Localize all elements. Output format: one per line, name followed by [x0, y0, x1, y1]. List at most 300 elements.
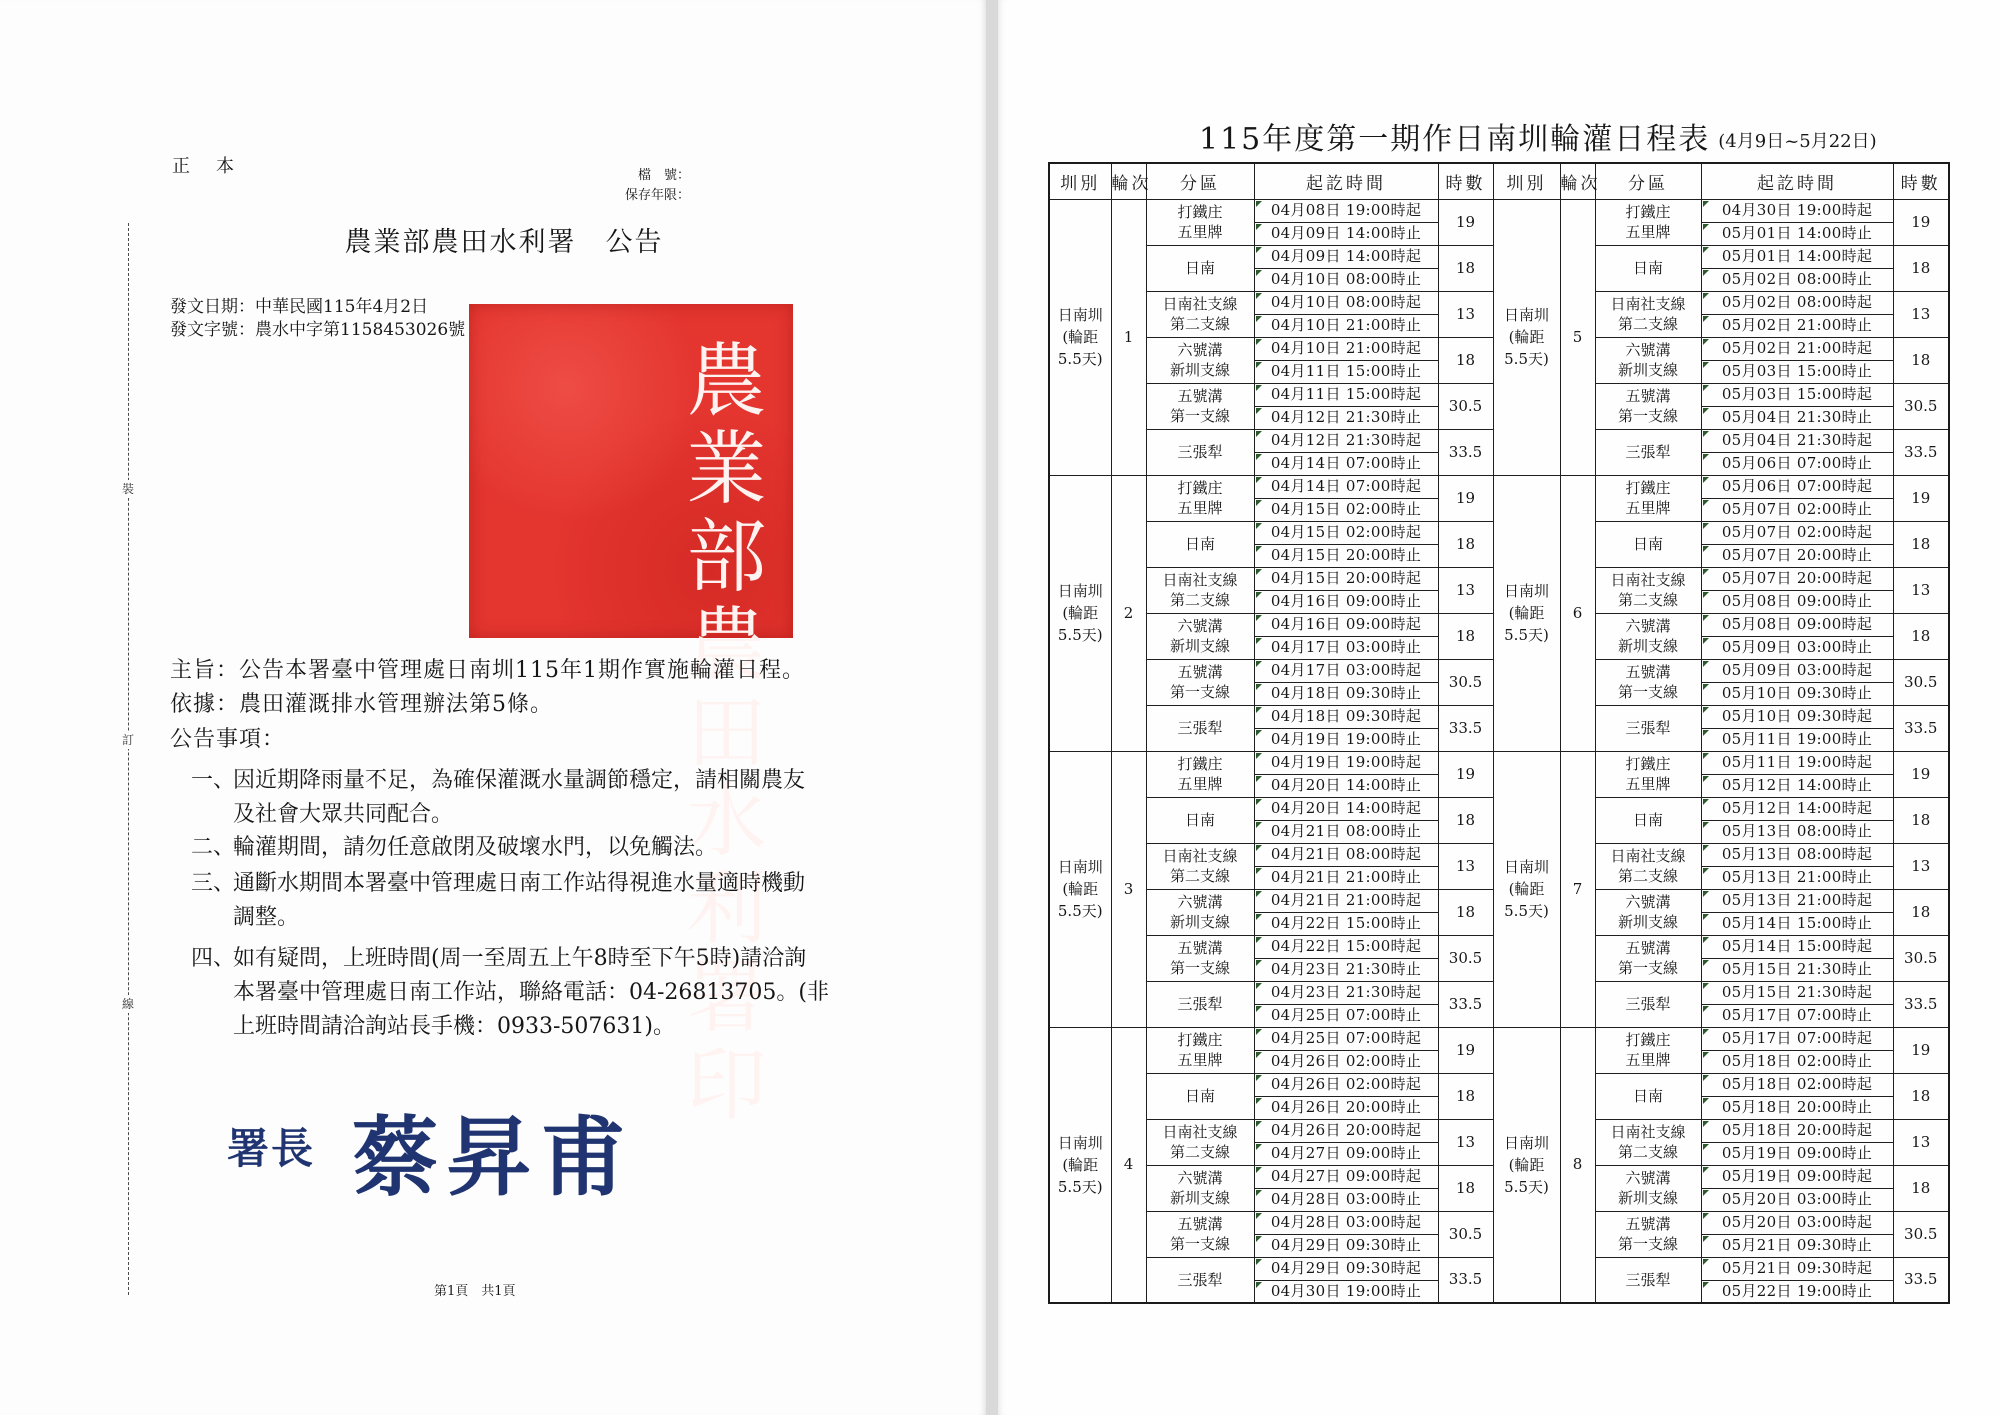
round-cell: 8 [1560, 1027, 1595, 1303]
time-end-cell: 05月15日 21:30時止 [1701, 958, 1893, 981]
time-start-cell: 05月13日 08:00時起 [1701, 843, 1893, 866]
hours-cell: 18 [1893, 1073, 1949, 1119]
zone-label: 第一支線 [1617, 407, 1678, 425]
zone-label: 三張犁 [1625, 995, 1671, 1013]
time-start-cell: 05月19日 09:00時起 [1701, 1165, 1893, 1188]
hours-cell: 19 [1893, 199, 1949, 245]
zone-cell [1146, 475, 1254, 521]
zone-label: 第一支線 [1617, 959, 1678, 977]
canal-label: 5.5天) [1504, 1177, 1549, 1196]
zone-cell [1146, 521, 1254, 567]
zone-cell [1595, 1211, 1701, 1257]
hours-cell: 19 [1893, 751, 1949, 797]
round-cell: 3 [1111, 751, 1146, 1027]
time-end-cell: 04月26日 02:00時止 [1254, 1050, 1438, 1073]
time-start-cell: 05月04日 21:30時起 [1701, 429, 1893, 452]
time-start-cell: 04月09日 14:00時起 [1254, 245, 1438, 268]
zone-label: 日南社支線 [1610, 571, 1686, 589]
zone-cell [1146, 337, 1254, 383]
zone-label: 新圳支線 [1169, 1189, 1230, 1207]
time-start-cell: 04月25日 07:00時起 [1254, 1027, 1438, 1050]
zone-cell [1595, 429, 1701, 475]
zone-label: 五號溝 [1625, 387, 1671, 405]
time-start-cell: 04月10日 21:00時起 [1254, 337, 1438, 360]
time-start-cell: 04月22日 15:00時起 [1254, 935, 1438, 958]
time-start-cell: 05月12日 14:00時起 [1701, 797, 1893, 820]
zone-label: 新圳支線 [1617, 361, 1678, 379]
time-start-cell: 04月11日 15:00時起 [1254, 383, 1438, 406]
file-number-label: 檔 號： [637, 168, 690, 183]
zone-label: 五里牌 [1625, 223, 1671, 241]
item-text: 通斷水期間本署臺中管理處日南工作站得視進水量適時機動 [233, 871, 806, 896]
hours-cell: 18 [1438, 889, 1493, 935]
time-start-cell: 05月18日 20:00時起 [1701, 1119, 1893, 1142]
zone-label: 打鐵庄 [1177, 203, 1223, 221]
time-end-cell: 05月11日 19:00時止 [1701, 728, 1893, 751]
zone-label: 六號溝 [1177, 341, 1223, 359]
round-cell: 1 [1111, 199, 1146, 475]
canal-label: (輪距 [1508, 880, 1545, 898]
zone-label: 五里牌 [1625, 1051, 1671, 1069]
zone-cell [1595, 291, 1701, 337]
time-end-cell: 04月17日 03:00時止 [1254, 636, 1438, 659]
hours-cell: 18 [1893, 337, 1949, 383]
schedule-line [1049, 1027, 1949, 1050]
zone-label: 日南 [1184, 535, 1215, 553]
time-start-cell: 04月26日 20:00時起 [1254, 1119, 1438, 1142]
time-end-cell: 04月15日 02:00時止 [1254, 498, 1438, 521]
hours-cell: 19 [1438, 751, 1493, 797]
hours-cell: 18 [1893, 1165, 1949, 1211]
zone-label: 日南 [1184, 259, 1215, 277]
time-end-cell: 04月19日 19:00時止 [1254, 728, 1438, 751]
time-end-cell: 05月03日 15:00時止 [1701, 360, 1893, 383]
time-end-cell: 04月27日 09:00時止 [1254, 1142, 1438, 1165]
time-start-cell: 05月07日 02:00時起 [1701, 521, 1893, 544]
canal-label: 日南圳 [1057, 582, 1103, 600]
document-number: 發文字號：農水中字第1158453026號 [170, 320, 466, 340]
basis-line: 依據：農田灌溉排水管理辦法第5條。 [170, 692, 553, 717]
time-end-cell: 04月29日 09:30時止 [1254, 1234, 1438, 1257]
time-start-cell: 04月12日 21:30時起 [1254, 429, 1438, 452]
zone-label: 打鐵庄 [1625, 479, 1671, 497]
time-end-cell: 05月13日 21:00時止 [1701, 866, 1893, 889]
zone-label: 日南 [1184, 1087, 1215, 1105]
page-footer: 第1頁 共1頁 [434, 1284, 516, 1299]
item-text: 上班時間請洽詢站長手機：0933-507631)。 [233, 1014, 675, 1039]
hours-cell: 33.5 [1893, 981, 1949, 1027]
zone-cell [1595, 383, 1701, 429]
hours-cell: 13 [1893, 1119, 1949, 1165]
item-text: 因近期降雨量不足，為確保灌溉水量調節穩定，請相關農友 [233, 768, 806, 793]
item-text: 本署臺中管理處日南工作站，聯絡電話：04-26813705。(非 [233, 980, 829, 1005]
zone-label: 第二支線 [1617, 591, 1678, 609]
schedule-title-text: 115年度第一期作日南圳輪灌日程表 [1199, 122, 1711, 157]
schedule-title [1199, 114, 1877, 158]
canal-cell [1049, 751, 1111, 1027]
time-start-cell: 04月27日 09:00時起 [1254, 1165, 1438, 1188]
zone-label: 五號溝 [1625, 939, 1671, 957]
time-start-cell: 04月16日 09:00時起 [1254, 613, 1438, 636]
time-end-cell: 04月22日 15:00時止 [1254, 912, 1438, 935]
time-start-cell: 05月20日 03:00時起 [1701, 1211, 1893, 1234]
time-start-cell: 05月01日 14:00時起 [1701, 245, 1893, 268]
header-period: 起訖時間 [1701, 163, 1893, 199]
item-text: 輪灌期間，請勿任意啟閉及破壞水門，以免觸法。 [233, 835, 718, 860]
zone-label: 第一支線 [1169, 1235, 1230, 1253]
zone-label: 第二支線 [1617, 867, 1678, 885]
time-end-cell: 05月08日 09:00時止 [1701, 590, 1893, 613]
hours-cell: 13 [1893, 567, 1949, 613]
header-zone: 分區 [1595, 163, 1701, 199]
zone-cell [1595, 337, 1701, 383]
canal-label: (輪距 [1062, 604, 1099, 622]
zone-cell [1595, 751, 1701, 797]
time-start-cell: 04月15日 20:00時起 [1254, 567, 1438, 590]
hours-cell: 30.5 [1438, 383, 1493, 429]
time-end-cell: 04月10日 21:00時止 [1254, 314, 1438, 337]
retention-period-label: 保存年限： [624, 188, 690, 203]
zone-label: 第一支線 [1617, 683, 1678, 701]
canal-label: 5.5天) [1057, 350, 1103, 368]
zone-label: 第二支線 [1169, 1143, 1230, 1161]
zone-cell [1595, 705, 1701, 751]
binding-mark: 裝 [119, 480, 137, 498]
notice-item [191, 764, 805, 832]
zone-cell [1595, 199, 1701, 245]
zone-cell [1595, 1257, 1701, 1303]
canal-label: 5.5天) [1057, 626, 1103, 644]
notice-item [191, 942, 829, 1044]
zone-label: 三張犁 [1625, 1270, 1671, 1289]
time-end-cell: 04月23日 21:30時止 [1254, 958, 1438, 981]
zone-label: 六號溝 [1177, 893, 1223, 911]
zone-cell [1146, 567, 1254, 613]
hours-cell: 19 [1438, 199, 1493, 245]
hours-cell: 18 [1893, 613, 1949, 659]
schedule-page [998, 0, 2000, 1415]
zone-label: 日南社支線 [1610, 1123, 1686, 1141]
zone-label: 五號溝 [1625, 1215, 1671, 1233]
hours-cell: 18 [1438, 337, 1493, 383]
item-number: 二、 [191, 835, 236, 860]
hours-cell: 13 [1438, 843, 1493, 889]
time-end-cell: 04月16日 09:00時止 [1254, 590, 1438, 613]
hours-cell: 18 [1893, 245, 1949, 291]
time-start-cell: 05月06日 07:00時起 [1701, 475, 1893, 498]
zone-label: 三張犁 [1625, 719, 1671, 737]
zone-cell [1595, 245, 1701, 291]
zone-label: 日南社支線 [1610, 295, 1686, 313]
item-number: 三、 [191, 871, 236, 896]
canal-label: 日南圳 [1057, 1133, 1103, 1152]
zone-label: 第一支線 [1617, 1235, 1678, 1253]
zone-cell [1146, 659, 1254, 705]
canal-label: 5.5天) [1504, 350, 1549, 368]
hours-cell: 30.5 [1893, 1211, 1949, 1257]
zone-label: 第二支線 [1617, 315, 1678, 333]
zone-label: 三張犁 [1177, 443, 1223, 461]
header-period: 起訖時間 [1254, 163, 1438, 199]
zone-label: 五里牌 [1625, 775, 1671, 793]
zone-cell [1595, 889, 1701, 935]
hours-cell: 18 [1893, 797, 1949, 843]
hours-cell: 13 [1893, 291, 1949, 337]
hours-cell: 30.5 [1438, 659, 1493, 705]
zone-label: 第一支線 [1169, 683, 1230, 701]
time-start-cell: 05月13日 21:00時起 [1701, 889, 1893, 912]
hours-cell: 30.5 [1438, 1211, 1493, 1257]
zone-label: 打鐵庄 [1177, 755, 1223, 773]
time-start-cell: 04月14日 07:00時起 [1254, 475, 1438, 498]
time-start-cell: 05月09日 03:00時起 [1701, 659, 1893, 682]
zone-label: 六號溝 [1177, 617, 1223, 635]
zone-cell [1146, 291, 1254, 337]
time-end-cell: 04月26日 20:00時止 [1254, 1096, 1438, 1119]
hours-cell: 33.5 [1893, 1257, 1949, 1303]
time-end-cell: 04月20日 14:00時止 [1254, 774, 1438, 797]
zone-cell [1595, 935, 1701, 981]
time-end-cell: 05月17日 07:00時止 [1701, 1004, 1893, 1027]
time-end-cell: 04月25日 07:00時止 [1254, 1004, 1438, 1027]
zone-label: 五號溝 [1177, 939, 1223, 957]
hours-cell: 13 [1438, 291, 1493, 337]
time-start-cell: 04月28日 03:00時起 [1254, 1211, 1438, 1234]
zone-label: 五號溝 [1177, 387, 1223, 405]
binding-mark: 訂 [119, 731, 137, 749]
header-canal: 圳別 [1493, 163, 1560, 199]
canal-label: 日南圳 [1057, 306, 1103, 324]
time-start-cell: 04月30日 19:00時起 [1701, 199, 1893, 222]
hours-cell: 18 [1438, 245, 1493, 291]
zone-label: 打鐵庄 [1177, 1031, 1223, 1049]
zone-label: 六號溝 [1625, 893, 1671, 911]
notice-item [191, 867, 805, 935]
zone-cell [1146, 935, 1254, 981]
time-end-cell: 04月12日 21:30時止 [1254, 406, 1438, 429]
time-start-cell: 05月02日 08:00時起 [1701, 291, 1893, 314]
item-number: 四、 [191, 946, 236, 971]
time-end-cell: 04月14日 07:00時止 [1254, 452, 1438, 475]
time-end-cell: 04月09日 14:00時止 [1254, 222, 1438, 245]
hours-cell: 30.5 [1893, 659, 1949, 705]
time-start-cell: 05月11日 19:00時起 [1701, 751, 1893, 774]
canal-label: 日南圳 [1057, 858, 1103, 876]
items-heading: 公告事項： [170, 727, 286, 752]
zone-cell [1146, 797, 1254, 843]
item-line [191, 867, 805, 901]
zone-cell [1595, 1119, 1701, 1165]
time-end-cell: 05月20日 03:00時止 [1701, 1188, 1893, 1211]
subject-line: 主旨：公告本署臺中管理處日南圳115年1期作實施輪灌日程。 [170, 658, 805, 683]
time-end-cell: 04月10日 08:00時止 [1254, 268, 1438, 291]
zone-label: 第二支線 [1169, 315, 1230, 333]
item-line [191, 764, 805, 798]
item-text: 調整。 [233, 905, 300, 930]
schedule-line [1049, 751, 1949, 774]
zone-cell [1595, 1165, 1701, 1211]
hours-cell: 19 [1438, 475, 1493, 521]
zone-cell [1595, 843, 1701, 889]
canal-label: (輪距 [1508, 1155, 1545, 1174]
zone-label: 五號溝 [1177, 1215, 1223, 1233]
time-start-cell: 04月20日 14:00時起 [1254, 797, 1438, 820]
zone-label: 六號溝 [1625, 617, 1671, 635]
time-end-cell: 04月21日 21:00時止 [1254, 866, 1438, 889]
zone-label: 新圳支線 [1169, 913, 1230, 931]
time-start-cell: 04月18日 09:30時起 [1254, 705, 1438, 728]
seal-lettering: 農業部農田水利署印 [673, 338, 766, 1130]
zone-label: 日南社支線 [1162, 571, 1238, 589]
zone-cell [1146, 1073, 1254, 1119]
hours-cell: 33.5 [1893, 705, 1949, 751]
signatory-name: 蔡昇甫 [352, 1107, 634, 1208]
zone-cell [1146, 1257, 1254, 1303]
zone-cell [1146, 981, 1254, 1027]
signatory-title: 署長 [227, 1124, 316, 1173]
round-cell: 2 [1111, 475, 1146, 751]
canal-label: 5.5天) [1057, 1177, 1103, 1196]
zone-label: 日南社支線 [1162, 1123, 1238, 1141]
zone-cell [1146, 613, 1254, 659]
zone-label: 六號溝 [1625, 341, 1671, 359]
canal-cell [1049, 199, 1111, 475]
hours-cell: 19 [1893, 475, 1949, 521]
hours-cell: 13 [1438, 567, 1493, 613]
hours-cell: 18 [1893, 889, 1949, 935]
zone-cell [1146, 705, 1254, 751]
rotation-schedule-table [1048, 162, 1950, 1304]
schedule-period: (4月9日~5月22日) [1718, 131, 1877, 152]
zone-cell [1595, 567, 1701, 613]
zone-cell [1595, 475, 1701, 521]
canal-cell [1493, 475, 1560, 751]
item-line [191, 942, 829, 976]
header-canal: 圳別 [1049, 163, 1111, 199]
canal-cell [1493, 199, 1560, 475]
zone-label: 打鐵庄 [1625, 203, 1671, 221]
zone-label: 新圳支線 [1617, 913, 1678, 931]
round-cell: 6 [1560, 475, 1595, 751]
time-start-cell: 05月15日 21:30時起 [1701, 981, 1893, 1004]
time-end-cell: 05月06日 07:00時止 [1701, 452, 1893, 475]
notice-title: 農業部農田水利署 公告 [344, 227, 664, 258]
round-cell: 4 [1111, 1027, 1146, 1303]
time-start-cell: 04月17日 03:00時起 [1254, 659, 1438, 682]
time-end-cell: 05月04日 21:30時止 [1701, 406, 1893, 429]
time-end-cell: 05月10日 09:30時止 [1701, 682, 1893, 705]
time-start-cell: 05月07日 20:00時起 [1701, 567, 1893, 590]
zone-cell [1595, 521, 1701, 567]
canal-cell [1493, 751, 1560, 1027]
copy-mark: 正 本 [172, 156, 238, 177]
zone-cell [1146, 751, 1254, 797]
time-end-cell: 04月30日 19:00時止 [1254, 1280, 1438, 1303]
hours-cell: 19 [1438, 1027, 1493, 1073]
zone-cell [1595, 613, 1701, 659]
hours-cell: 33.5 [1438, 981, 1493, 1027]
zone-label: 五里牌 [1177, 775, 1223, 793]
header-hours: 時數 [1893, 163, 1949, 199]
zone-label: 新圳支線 [1617, 637, 1678, 655]
time-end-cell: 05月07日 02:00時止 [1701, 498, 1893, 521]
header-row [1049, 163, 1949, 199]
zone-label: 日南 [1632, 535, 1663, 553]
zone-label: 第一支線 [1169, 959, 1230, 977]
time-end-cell: 05月07日 20:00時止 [1701, 544, 1893, 567]
hours-cell: 13 [1438, 1119, 1493, 1165]
time-start-cell: 04月08日 19:00時起 [1254, 199, 1438, 222]
hours-cell: 33.5 [1438, 705, 1493, 751]
time-end-cell: 05月14日 15:00時止 [1701, 912, 1893, 935]
zone-cell [1146, 1119, 1254, 1165]
header-round: 輪次 [1560, 163, 1595, 199]
time-end-cell: 05月09日 03:00時止 [1701, 636, 1893, 659]
time-start-cell: 05月14日 15:00時起 [1701, 935, 1893, 958]
header-zone: 分區 [1146, 163, 1254, 199]
zone-label: 日南 [1632, 259, 1663, 277]
zone-cell [1146, 245, 1254, 291]
time-start-cell: 05月02日 21:00時起 [1701, 337, 1893, 360]
zone-label: 五里牌 [1625, 499, 1671, 517]
time-end-cell: 04月18日 09:30時止 [1254, 682, 1438, 705]
item-number: 一、 [191, 768, 236, 793]
zone-cell [1146, 1165, 1254, 1211]
time-end-cell: 05月21日 09:30時止 [1701, 1234, 1893, 1257]
time-start-cell: 05月21日 09:30時起 [1701, 1257, 1893, 1280]
time-end-cell: 05月22日 19:00時止 [1701, 1280, 1893, 1303]
time-start-cell: 05月08日 09:00時起 [1701, 613, 1893, 636]
zone-cell [1595, 1073, 1701, 1119]
round-cell: 7 [1560, 751, 1595, 1027]
canal-label: (輪距 [1062, 880, 1099, 898]
canal-cell [1049, 1027, 1111, 1303]
canal-cell [1493, 1027, 1560, 1303]
time-start-cell: 05月03日 15:00時起 [1701, 383, 1893, 406]
zone-cell [1146, 383, 1254, 429]
notice-page [0, 0, 986, 1415]
time-end-cell: 05月18日 02:00時止 [1701, 1050, 1893, 1073]
header-hours: 時數 [1438, 163, 1493, 199]
item-line [191, 831, 717, 865]
canal-label: 5.5天) [1504, 626, 1549, 644]
zone-label: 三張犁 [1177, 719, 1223, 737]
time-start-cell: 04月10日 08:00時起 [1254, 291, 1438, 314]
zone-label: 六號溝 [1177, 1169, 1223, 1187]
time-end-cell: 04月15日 20:00時止 [1254, 544, 1438, 567]
time-start-cell: 04月23日 21:30時起 [1254, 981, 1438, 1004]
canal-label: 日南圳 [1503, 582, 1549, 600]
hours-cell: 30.5 [1438, 935, 1493, 981]
hours-cell: 33.5 [1893, 429, 1949, 475]
zone-label: 五里牌 [1177, 223, 1223, 241]
time-end-cell: 05月12日 14:00時止 [1701, 774, 1893, 797]
zone-label: 日南社支線 [1610, 847, 1686, 865]
hours-cell: 30.5 [1893, 935, 1949, 981]
zone-label: 三張犁 [1177, 1270, 1223, 1289]
zone-label: 五里牌 [1177, 499, 1223, 517]
hours-cell: 19 [1893, 1027, 1949, 1073]
time-end-cell: 04月28日 03:00時止 [1254, 1188, 1438, 1211]
zone-label: 日南 [1184, 811, 1215, 829]
time-start-cell: 04月21日 08:00時起 [1254, 843, 1438, 866]
zone-label: 新圳支線 [1617, 1189, 1678, 1207]
time-end-cell: 05月13日 08:00時止 [1701, 820, 1893, 843]
zone-label: 第一支線 [1169, 407, 1230, 425]
schedule-line [1049, 199, 1949, 222]
zone-cell [1595, 659, 1701, 705]
hours-cell: 18 [1438, 521, 1493, 567]
